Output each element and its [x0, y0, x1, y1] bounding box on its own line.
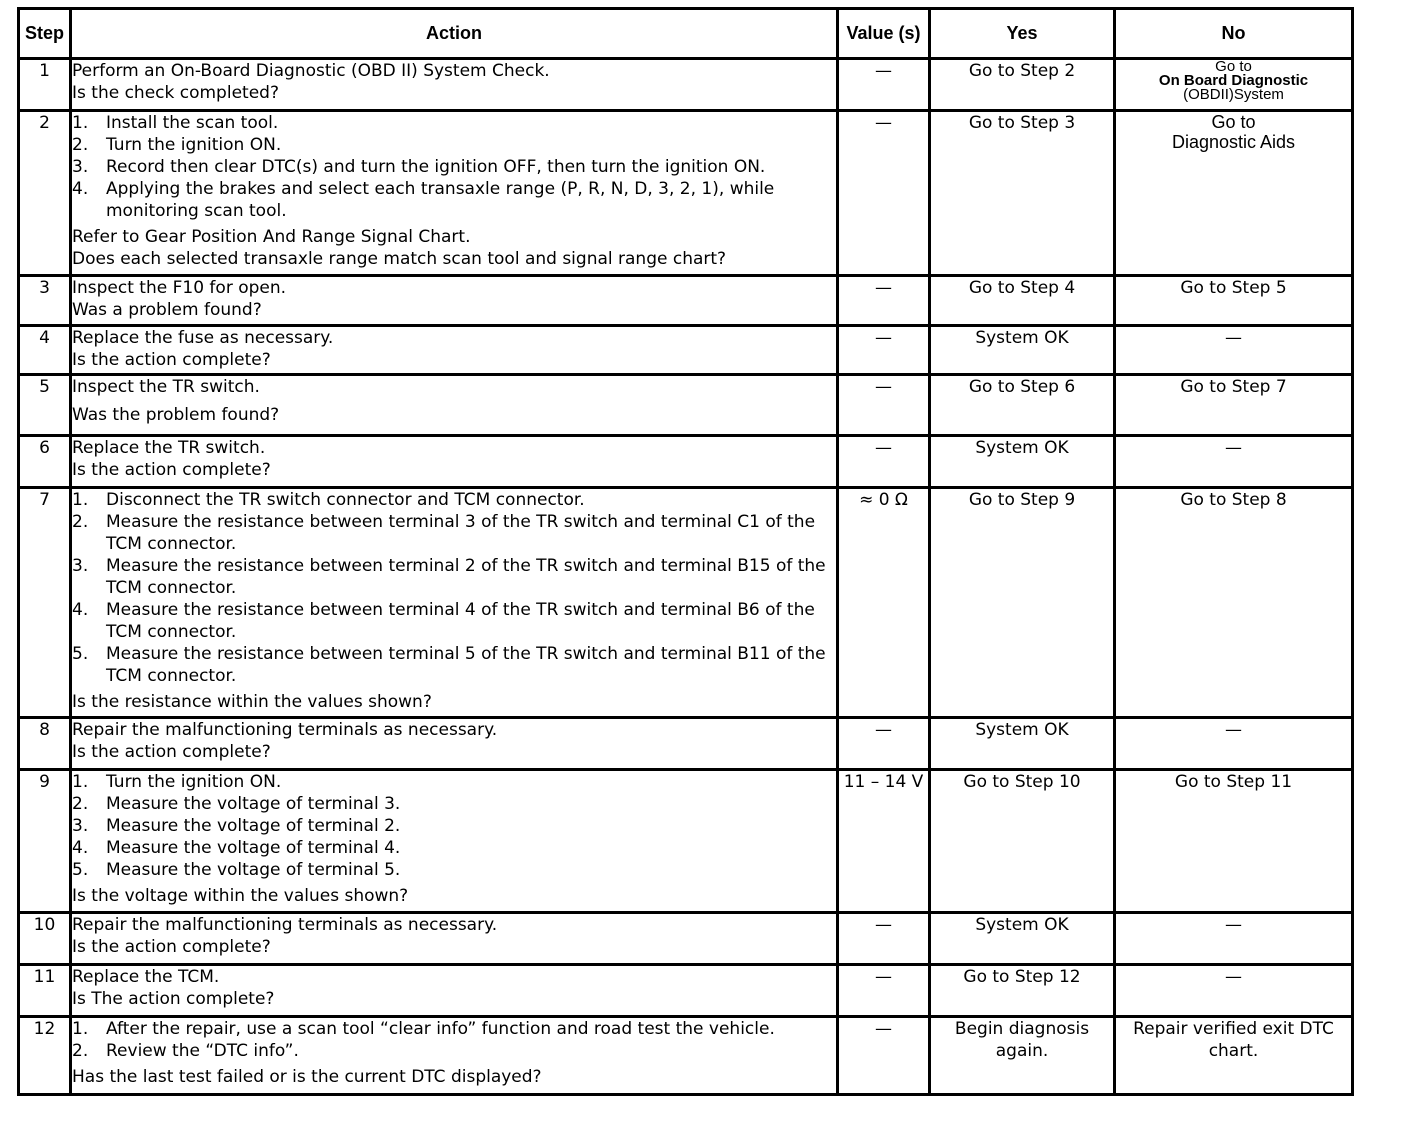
step-number: 9: [19, 770, 71, 913]
step-number: 7: [19, 488, 71, 718]
table-row: [19, 488, 1353, 718]
yes-cell: Go to Step 4: [930, 276, 1115, 326]
action-cell: [71, 375, 838, 436]
no-cell: [1115, 59, 1353, 111]
table-row: [19, 326, 1353, 375]
table-row: [19, 965, 1353, 1017]
action-line: Is the action complete?: [72, 350, 271, 370]
header-value: Value (s): [838, 9, 930, 59]
yes-cell: Go to Step 9: [930, 488, 1115, 718]
yes-cell: System OK: [930, 436, 1115, 488]
no-cell: Go to Step 11: [1115, 770, 1353, 913]
no-cell: Go to Step 8: [1115, 488, 1353, 718]
action-step: 2. Review the “DTC info”.: [72, 1041, 299, 1061]
action-step: 4. Measure the resistance between terminal 4 of the TR switch and terminal B6 of the TCM connector.: [72, 600, 815, 642]
value-cell: —: [838, 1017, 930, 1095]
value-cell: —: [838, 276, 930, 326]
action-cell: [71, 965, 838, 1017]
action-line: Repair the malfunctioning terminals as necessary.: [72, 915, 498, 935]
no-cell: —: [1115, 965, 1353, 1017]
action-cell: [71, 276, 838, 326]
step-number: 11: [19, 965, 71, 1017]
table-row: [19, 1017, 1353, 1095]
action-step: 3. Record then clear DTC(s) and turn the ignition OFF, then turn the ignition ON.: [72, 157, 766, 177]
no-text-line: (OBDII)System: [1183, 86, 1284, 103]
diagnostic-table: [17, 7, 1354, 1096]
yes-cell: System OK: [930, 718, 1115, 770]
step-number: 12: [19, 1017, 71, 1095]
action-step: 1. Install the scan tool.: [72, 113, 279, 133]
action-question: Refer to Gear Position And Range Signal Chart.: [72, 227, 471, 247]
action-line: Was the problem found?: [72, 405, 280, 425]
step-number: 3: [19, 276, 71, 326]
value-cell: —: [838, 913, 930, 965]
action-step-text: Install the scan tool.: [106, 113, 279, 133]
no-text-line: On Board Diagnostic: [1158, 72, 1309, 89]
action-cell: [71, 59, 838, 111]
yes-cell: Go to Step 12: [930, 965, 1115, 1017]
no-text-line: Diagnostic Aids: [1171, 132, 1296, 152]
action-cell: [71, 488, 838, 718]
action-step-text: Measure the resistance between terminal 3 of the TR switch and terminal C1 of the TCM connector.: [106, 512, 816, 554]
yes-cell: System OK: [930, 326, 1115, 375]
action-cell: [71, 326, 838, 375]
no-cell: [1115, 111, 1353, 276]
no-text-line: Go to: [1215, 58, 1252, 75]
value-cell: —: [838, 718, 930, 770]
action-cell: [71, 1017, 838, 1095]
action-question: Has the last test failed or is the current DTC displayed?: [72, 1067, 542, 1087]
obd-system-link: [1116, 60, 1351, 102]
action-line: Was a problem found?: [72, 300, 262, 320]
no-cell: —: [1115, 718, 1353, 770]
no-cell: Repair verified exit DTC chart.: [1115, 1017, 1353, 1095]
step-number: 2: [19, 111, 71, 276]
action-step: 4. Measure the voltage of terminal 4.: [72, 838, 401, 858]
header-yes: Yes: [930, 9, 1115, 59]
action-line: Is the action complete?: [72, 460, 271, 480]
yes-cell: Go to Step 6: [930, 375, 1115, 436]
action-line: Inspect the F10 for open.: [72, 278, 287, 298]
action-step: 2. Measure the voltage of terminal 3.: [72, 794, 401, 814]
action-step-text: Measure the voltage of terminal 4.: [106, 838, 401, 858]
no-cell: Go to Step 7: [1115, 375, 1353, 436]
table-row: [19, 375, 1353, 436]
action-cell: [71, 913, 838, 965]
table-row: [19, 770, 1353, 913]
action-question: Is the voltage within the values shown?: [72, 886, 409, 906]
action-step-text: Measure the resistance between terminal 5 of the TR switch and terminal B11 of the TCM connector.: [106, 644, 826, 686]
action-step: 5. Measure the resistance between terminal 5 of the TR switch and terminal B11 of the TCM connector.: [72, 644, 826, 686]
value-cell: —: [838, 436, 930, 488]
action-step-text: Disconnect the TR switch connector and TCM connector.: [106, 490, 585, 510]
action-step-text: Review the “DTC info”.: [106, 1041, 299, 1061]
action-line: Perform an On-Board Diagnostic (OBD II) System Check.: [72, 61, 550, 81]
value-cell: —: [838, 111, 930, 276]
table-row: [19, 111, 1353, 276]
action-cell: [71, 718, 838, 770]
step-number: 5: [19, 375, 71, 436]
yes-cell: Go to Step 10: [930, 770, 1115, 913]
action-cell: [71, 436, 838, 488]
action-step-text: Measure the resistance between terminal 4 of the TR switch and terminal B6 of the TCM connector.: [106, 600, 815, 642]
value-cell: ≈ 0 Ω: [838, 488, 930, 718]
action-cell: [71, 770, 838, 913]
step-number: 6: [19, 436, 71, 488]
action-step: 1. Turn the ignition ON.: [72, 772, 282, 792]
yes-cell: Go to Step 3: [930, 111, 1115, 276]
action-step-text: Measure the resistance between terminal 2 of the TR switch and terminal B15 of the TCM connector.: [106, 556, 826, 598]
table-row: [19, 59, 1353, 111]
action-step-text: After the repair, use a scan tool “clear info” function and road test the vehicle.: [106, 1019, 775, 1039]
action-step: 3. Measure the voltage of terminal 2.: [72, 816, 401, 836]
action-step: 1. After the repair, use a scan tool “clear info” function and road test the vehicle.: [72, 1019, 775, 1039]
no-cell: —: [1115, 326, 1353, 375]
no-cell: Go to Step 5: [1115, 276, 1353, 326]
action-line: Replace the TCM.: [72, 967, 220, 987]
action-step: 5. Measure the voltage of terminal 5.: [72, 860, 401, 880]
header-action: Action: [71, 9, 838, 59]
no-text-line: Go to: [1211, 112, 1256, 132]
action-step-text: Record then clear DTC(s) and turn the ignition OFF, then turn the ignition ON.: [106, 157, 766, 177]
value-cell: 11 – 14 V: [838, 770, 930, 913]
value-cell: —: [838, 375, 930, 436]
action-line: Is the action complete?: [72, 742, 271, 762]
header-no: No: [1115, 9, 1353, 59]
yes-cell: System OK: [930, 913, 1115, 965]
action-line: Repair the malfunctioning terminals as necessary.: [72, 720, 498, 740]
action-step: 2. Turn the ignition ON.: [72, 135, 282, 155]
header-row: [19, 9, 1353, 59]
value-cell: —: [838, 965, 930, 1017]
action-step-text: Measure the voltage of terminal 5.: [106, 860, 401, 880]
step-number: 4: [19, 326, 71, 375]
no-cell: —: [1115, 913, 1353, 965]
action-question: Does each selected transaxle range match scan tool and signal range chart?: [72, 249, 727, 269]
value-cell: —: [838, 59, 930, 111]
action-step-text: Measure the voltage of terminal 3.: [106, 794, 401, 814]
header-step: Step: [19, 9, 71, 59]
table-row: [19, 718, 1353, 770]
action-step: 3. Measure the resistance between terminal 2 of the TR switch and terminal B15 of the TCM connector.: [72, 556, 826, 598]
action-question: Is the resistance within the values shown?: [72, 692, 432, 712]
action-line: Is The action complete?: [72, 989, 275, 1009]
action-line: Replace the fuse as necessary.: [72, 328, 334, 348]
action-step: 4. Applying the brakes and select each transaxle range (P, R, N, D, 3, 2, 1), while monitoring scan tool.: [72, 179, 775, 221]
step-number: 1: [19, 59, 71, 111]
value-cell: —: [838, 326, 930, 375]
action-line: Replace the TR switch.: [72, 438, 266, 458]
yes-cell: Go to Step 2: [930, 59, 1115, 111]
step-number: 10: [19, 913, 71, 965]
action-step-text: Applying the brakes and select each transaxle range (P, R, N, D, 3, 2, 1), while monitoring scan tool.: [106, 179, 775, 221]
table-row: [19, 913, 1353, 965]
action-step: 2. Measure the resistance between terminal 3 of the TR switch and terminal C1 of the TCM connector.: [72, 512, 816, 554]
table-row: [19, 276, 1353, 326]
yes-cell: Begin diagnosis again.: [930, 1017, 1115, 1095]
action-line: Inspect the TR switch.: [72, 377, 260, 397]
action-cell: [71, 111, 838, 276]
action-step-text: Turn the ignition ON.: [106, 772, 282, 792]
action-line: Is the action complete?: [72, 937, 271, 957]
step-number: 8: [19, 718, 71, 770]
action-step: 1. Disconnect the TR switch connector and TCM connector.: [72, 490, 585, 510]
action-line: Is the check completed?: [72, 83, 279, 103]
table-row: [19, 436, 1353, 488]
no-cell: —: [1115, 436, 1353, 488]
action-step-text: Turn the ignition ON.: [106, 135, 282, 155]
action-step-text: Measure the voltage of terminal 2.: [106, 816, 401, 836]
